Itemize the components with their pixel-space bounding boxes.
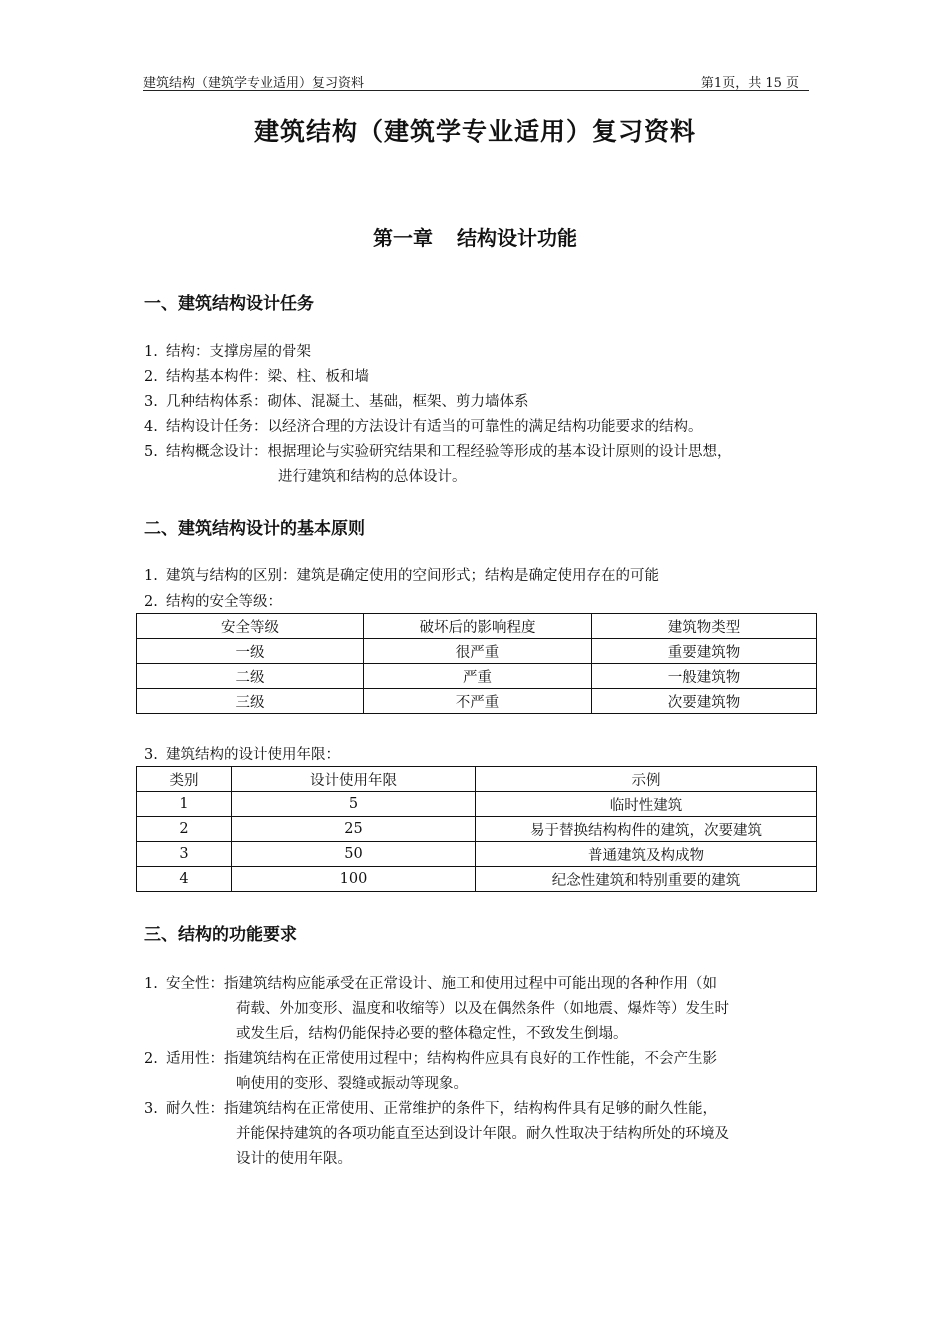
item-term: 结构概念设计： <box>166 444 268 460</box>
list-item <box>144 1047 717 1097</box>
item-term: 结构： <box>166 344 210 360</box>
header-page-number: 第1页，共 15 页 <box>700 76 799 91</box>
table-header-cell: 建筑物类型 <box>592 614 817 639</box>
list-item <box>144 743 340 768</box>
design-life-table <box>136 766 817 892</box>
item-term: 耐久性： <box>166 1101 224 1117</box>
item-number: 1. <box>144 344 158 360</box>
item-term: 结构的安全等级： <box>166 594 282 610</box>
section-heading: 一、建筑结构设计任务 <box>144 294 314 314</box>
table-cell: 5 <box>232 792 476 817</box>
table-header-cell: 安全等级 <box>137 614 364 639</box>
chapter-title <box>0 222 950 251</box>
item-continuation: 响使用的变形、裂缝或振动等现象。 <box>236 1076 468 1092</box>
table-cell: 一般建筑物 <box>592 664 817 689</box>
item-text: 砌体、混凝土、基础，框架、剪力墙体系 <box>267 394 529 410</box>
item-continuation: 并能保持建筑的各项功能直至达到设计年限。耐久性取决于 <box>236 1126 613 1142</box>
item-continuation: 进行建筑和结构的总体设计。 <box>278 469 467 485</box>
table-cell: 1 <box>137 792 232 817</box>
table-row <box>137 867 817 892</box>
item-number: 3. <box>144 394 158 410</box>
section-heading: 二、建筑结构设计的基本原则 <box>144 519 365 539</box>
table-header-row <box>137 767 817 792</box>
item-text: 建筑是确定使用的空间形式；结构是确定使用存在的可能 <box>296 568 659 584</box>
section-heading: 三、结构的功能要求 <box>144 925 297 945</box>
document-title: 建筑结构（建筑学专业适用）复习资料 <box>253 117 696 146</box>
list-item <box>144 390 529 415</box>
item-text: 指建筑结构在正常使用过程中；结构构件应具有良好的工作性能，不会产生影 <box>224 1051 717 1067</box>
table-cell: 25 <box>232 817 476 842</box>
table-cell: 2 <box>137 817 232 842</box>
item-text: 根据理论与实验研究结果和工程经验等形成的基本设计原则的设计思想， <box>267 444 732 460</box>
table-row <box>137 689 817 714</box>
list-item <box>144 590 282 615</box>
item-term: 安全性： <box>166 976 224 992</box>
item-continuation: 设计的使用年限。 <box>236 1151 352 1167</box>
table-row <box>137 792 817 817</box>
list-item <box>144 365 369 390</box>
list-item <box>144 1097 729 1172</box>
table-row <box>137 639 817 664</box>
item-number: 3. <box>144 1101 158 1117</box>
table-row <box>137 817 817 842</box>
item-term: 适用性： <box>166 1051 224 1067</box>
item-term: 几种结构体系： <box>166 394 268 410</box>
table-header-row <box>137 614 817 639</box>
table-cell: 次要建筑物 <box>592 689 817 714</box>
page-header <box>143 70 809 91</box>
item-number: 2. <box>144 594 158 610</box>
safety-level-table <box>136 613 817 714</box>
item-text: 支撑房屋的骨架 <box>209 344 311 360</box>
item-number: 2. <box>144 1051 158 1067</box>
item-number: 3. <box>144 747 158 763</box>
table-cell: 二级 <box>137 664 364 689</box>
list-item <box>144 340 311 365</box>
table-cell: 普通建筑及构成物 <box>476 842 817 867</box>
table-cell: 重要建筑物 <box>592 639 817 664</box>
item-term: 结构设计任务： <box>166 419 268 435</box>
table-cell: 三级 <box>137 689 364 714</box>
header-doc-title: 建筑结构（建筑学专业适用）复习资料 <box>143 76 365 91</box>
item-number: 5. <box>144 444 158 460</box>
table-cell: 一级 <box>137 639 364 664</box>
table-header-cell: 类别 <box>137 767 232 792</box>
item-text: 指建筑结构应能承受在正常设计、施工和使用过程中可能出现的各种作用（如 <box>224 976 717 992</box>
item-number: 1. <box>144 976 158 992</box>
table-cell: 不严重 <box>364 689 592 714</box>
item-continuation: 荷载、外加变形、温度和收缩等）以及在偶然条件（如地震、爆炸等）发生时 <box>236 1001 729 1017</box>
table-row <box>137 842 817 867</box>
item-term: 建筑与结构的区别： <box>166 568 297 584</box>
table-header-cell: 破坏后的影响程度 <box>364 614 592 639</box>
chapter-name: 结构设计功能 <box>457 226 577 250</box>
table-cell: 很严重 <box>364 639 592 664</box>
item-text: 梁、柱、板和墙 <box>267 369 369 385</box>
table-cell: 3 <box>137 842 232 867</box>
table-header-cell: 示例 <box>476 767 817 792</box>
table-cell: 严重 <box>364 664 592 689</box>
table-header-cell: 设计使用年限 <box>232 767 476 792</box>
list-item <box>144 415 703 440</box>
list-item <box>144 440 732 490</box>
table-cell: 临时性建筑 <box>476 792 817 817</box>
item-text: 以经济合理的方法设计有适当的可靠性的满足结构功能要求的结构。 <box>267 419 703 435</box>
list-item <box>144 972 729 1047</box>
item-term: 建筑结构的设计使用年限： <box>166 747 340 763</box>
item-number: 4. <box>144 419 158 435</box>
item-text: 指建筑结构在正常使用、正常维护的条件下，结构构件具有足够的耐久性能， <box>224 1101 717 1117</box>
item-number: 1. <box>144 568 158 584</box>
table-row <box>137 664 817 689</box>
list-item <box>144 564 659 589</box>
item-continuation: 或发生后，结构仍能保持必要的整体稳定性，不致发生倒塌。 <box>236 1026 628 1042</box>
item-emphasis: 结构所处的环境及 <box>613 1126 729 1142</box>
item-number: 2. <box>144 369 158 385</box>
table-cell: 100 <box>232 867 476 892</box>
chapter-number: 第一章 <box>373 226 433 250</box>
table-cell: 4 <box>137 867 232 892</box>
table-cell: 纪念性建筑和特别重要的建筑 <box>476 867 817 892</box>
table-cell: 易于替换结构构件的建筑，次要建筑 <box>476 817 817 842</box>
item-term: 结构基本构件： <box>166 369 268 385</box>
table-cell: 50 <box>232 842 476 867</box>
